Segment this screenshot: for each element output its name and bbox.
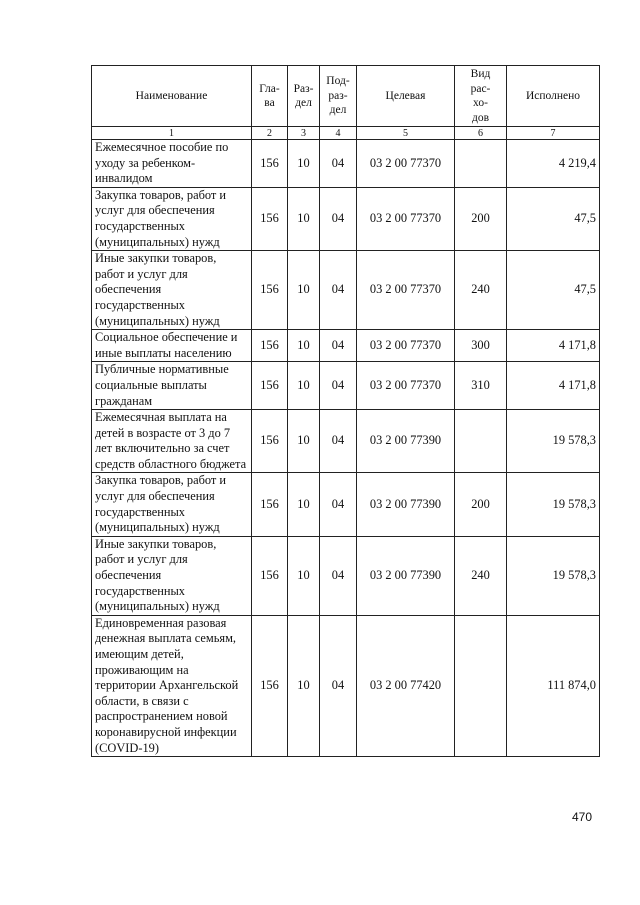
cell-celevaya: 03 2 00 77370 [357,362,455,410]
cell-amount: 47,5 [507,251,600,330]
cell-name: Закупка товаров, работ и услуг для обеспечения государственных (муниципальных) нужд [92,473,252,536]
cell-glava: 156 [252,330,288,362]
cell-podrazdel: 04 [320,536,357,615]
cell-razdel: 10 [288,251,320,330]
cell-celevaya: 03 2 00 77370 [357,187,455,250]
table-row [92,140,600,188]
table-row [92,362,600,410]
cell-amount: 19 578,3 [507,473,600,536]
cell-amount: 19 578,3 [507,536,600,615]
cell-glava: 156 [252,187,288,250]
cell-celevaya: 03 2 00 77420 [357,615,455,756]
header-podrazdel: Под- раз- дел [320,66,357,127]
cell-celevaya: 03 2 00 77390 [357,410,455,473]
table-row [92,410,600,473]
header-celevaya: Целевая [357,66,455,127]
cell-razdel: 10 [288,330,320,362]
cell-name: Иные закупки товаров, работ и услуг для обеспечения государственных (муниципальных) нужд [92,536,252,615]
cell-vid: 310 [455,362,507,410]
cell-podrazdel: 04 [320,187,357,250]
header-vid: Вид рас- хо- дов [455,66,507,127]
cell-podrazdel: 04 [320,615,357,756]
cell-amount: 19 578,3 [507,410,600,473]
cell-podrazdel: 04 [320,330,357,362]
cell-name: Публичные нормативные социальные выплаты гражданам [92,362,252,410]
cell-glava: 156 [252,362,288,410]
column-number: 2 [252,127,288,140]
cell-vid: 300 [455,330,507,362]
cell-vid: 200 [455,187,507,250]
cell-razdel: 10 [288,362,320,410]
table-body [92,140,600,757]
cell-name: Ежемесячная выплата на детей в возрасте от 3 до 7 лет включительно за счет средств областного бюджета [92,410,252,473]
table-row [92,473,600,536]
cell-glava: 156 [252,410,288,473]
header-name: Наименование [92,66,252,127]
cell-name: Закупка товаров, работ и услуг для обеспечения государственных (муниципальных) нужд [92,187,252,250]
cell-amount: 111 874,0 [507,615,600,756]
column-number: 4 [320,127,357,140]
cell-glava: 156 [252,140,288,188]
budget-table [91,65,600,757]
cell-amount: 4 219,4 [507,140,600,188]
cell-glava: 156 [252,473,288,536]
cell-podrazdel: 04 [320,410,357,473]
table-row [92,251,600,330]
column-number: 7 [507,127,600,140]
cell-vid: 240 [455,251,507,330]
cell-glava: 156 [252,615,288,756]
cell-podrazdel: 04 [320,362,357,410]
cell-celevaya: 03 2 00 77370 [357,330,455,362]
column-number: 5 [357,127,455,140]
cell-razdel: 10 [288,536,320,615]
cell-celevaya: 03 2 00 77370 [357,251,455,330]
cell-amount: 47,5 [507,187,600,250]
column-number-row [92,127,600,140]
header-ispolneno: Исполнено [507,66,600,127]
cell-podrazdel: 04 [320,251,357,330]
cell-podrazdel: 04 [320,140,357,188]
cell-razdel: 10 [288,473,320,536]
column-number: 1 [92,127,252,140]
cell-celevaya: 03 2 00 77390 [357,473,455,536]
cell-celevaya: 03 2 00 77370 [357,140,455,188]
table-row [92,187,600,250]
cell-razdel: 10 [288,187,320,250]
cell-glava: 156 [252,251,288,330]
page-number: 470 [572,810,593,824]
cell-name: Ежемесячное пособие по уходу за ребенком-инвалидом [92,140,252,188]
cell-razdel: 10 [288,140,320,188]
cell-razdel: 10 [288,410,320,473]
cell-amount: 4 171,8 [507,330,600,362]
header-razdel: Раз- дел [288,66,320,127]
cell-vid [455,410,507,473]
table-row [92,536,600,615]
table-header [92,66,600,140]
cell-podrazdel: 04 [320,473,357,536]
cell-vid [455,615,507,756]
column-number: 3 [288,127,320,140]
header-glava: Гла- ва [252,66,288,127]
cell-vid: 240 [455,536,507,615]
table-row [92,615,600,756]
cell-vid: 200 [455,473,507,536]
cell-vid [455,140,507,188]
table-row [92,330,600,362]
header-row [92,66,600,127]
cell-amount: 4 171,8 [507,362,600,410]
cell-glava: 156 [252,536,288,615]
cell-celevaya: 03 2 00 77390 [357,536,455,615]
cell-name: Социальное обеспечение и иные выплаты населению [92,330,252,362]
cell-name: Иные закупки товаров, работ и услуг для обеспечения государственных (муниципальных) нужд [92,251,252,330]
cell-razdel: 10 [288,615,320,756]
cell-name: Единовременная разовая денежная выплата семьям, имеющим детей, проживающим на территории Архангельской области, в связи с распространением новой коронавирусной инфекции (COVID-19) [92,615,252,756]
column-number: 6 [455,127,507,140]
